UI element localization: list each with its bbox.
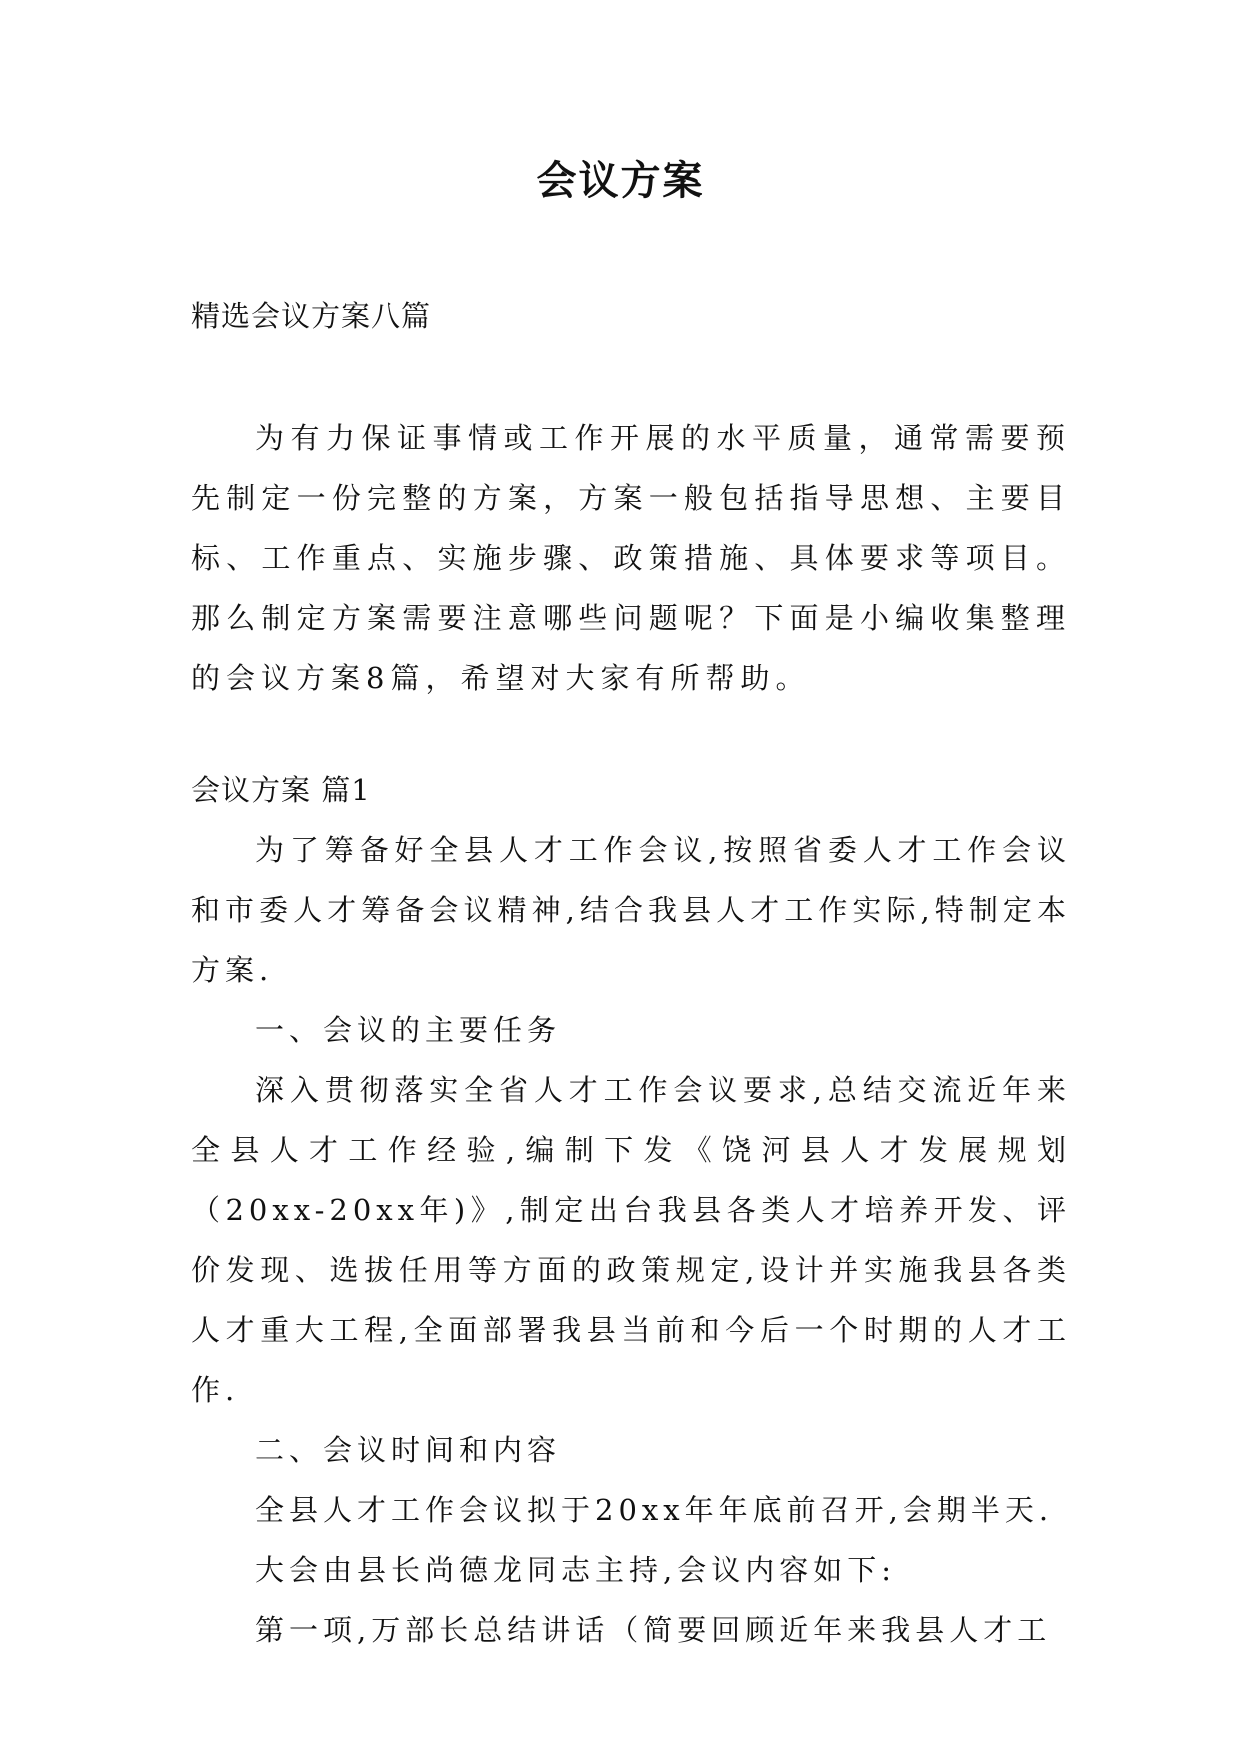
intro-section (191, 408, 1071, 708)
section-1 (191, 760, 1071, 1660)
section-1-heading: 会议方案 篇1 (191, 773, 371, 807)
section-1-paragraph-5: 第一项,万部长总结讲话（简要回顾近年来我县人才工 (255, 1613, 1052, 1647)
section-1-paragraph-2: 深入贯彻落实全省人才工作会议要求,总结交流近年来全县人才工作经验,编制下发《饶河县人才发展规划（20xx-20xx年)》,制定出台我县各类人才培养开发、评价发现、选拔任用等方面的政策规定,设计并实施我县各类人才重大工程,全面部署我县当前和今后一个时期的人才工作. (191, 1073, 1071, 1407)
section-1-paragraph-4: 大会由县长尚德龙同志主持,会议内容如下: (255, 1553, 896, 1587)
intro-paragraph: 为有力保证事情或工作开展的水平质量，通常需要预先制定一份完整的方案，方案一般包括指导思想、主要目标、工作重点、实施步骤、政策措施、具体要求等项目。那么制定方案需要注意哪些问题呢？下面是小编收集整理的会议方案8篇，希望对大家有所帮助。 (191, 421, 1071, 695)
section-1-subheading-1: 一、会议的主要任务 (255, 1013, 562, 1047)
section-1-subheading-2: 二、会议时间和内容 (255, 1433, 562, 1467)
document-subtitle: 精选会议方案八篇 (191, 299, 432, 333)
section-1-paragraph-1: 为了筹备好全县人才工作会议,按照省委人才工作会议和市委人才筹备会议精神,结合我县人才工作实际,特制定本方案. (191, 833, 1071, 987)
section-1-paragraph-3: 全县人才工作会议拟于20xx年年底前召开,会期半天. (255, 1493, 1054, 1527)
document-title: 会议方案 (536, 158, 705, 204)
